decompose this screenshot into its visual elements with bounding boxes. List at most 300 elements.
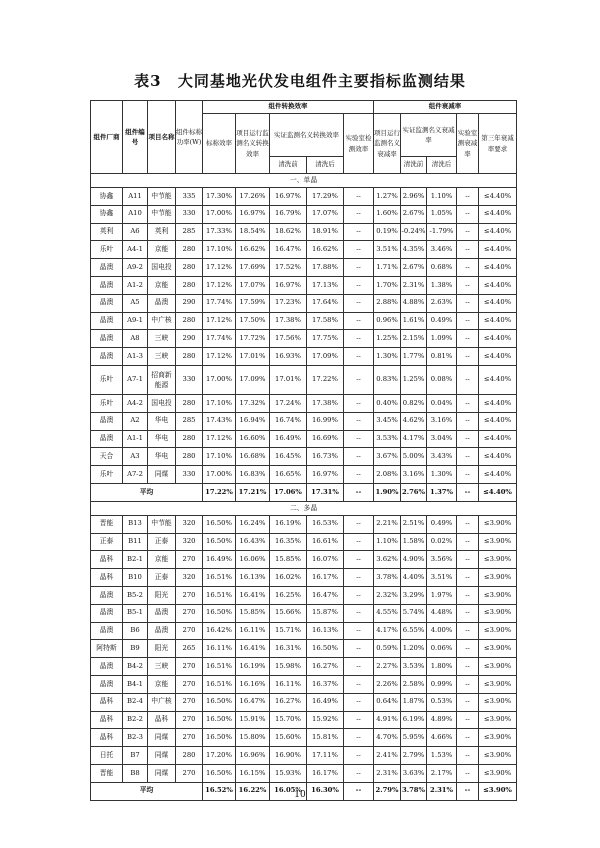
table-cell: 17.10%	[203, 448, 236, 466]
table-title	[0, 70, 600, 91]
table-row	[91, 764, 517, 782]
table-cell: --	[457, 551, 479, 569]
table-cell: 0.99%	[427, 675, 457, 693]
table-cell: 16.47%	[236, 693, 270, 711]
table-cell: A6	[123, 223, 148, 241]
table-cell: 270	[176, 675, 203, 693]
table-cell: 16.43%	[236, 533, 270, 551]
table-cell: 15.93%	[270, 764, 307, 782]
table-cell: 三峡	[148, 330, 176, 348]
table-cell: 270	[176, 711, 203, 729]
table-cell: 16.19%	[236, 658, 270, 676]
table-row	[91, 604, 517, 622]
header-code: 组件编号	[123, 101, 148, 174]
table-row	[91, 430, 517, 448]
table-cell: 17.33%	[203, 223, 236, 241]
table-cell: 16.62%	[236, 241, 270, 259]
table-cell: 2.27%	[374, 658, 401, 676]
table-cell: 晶澳	[148, 294, 176, 312]
table-cell: 17.22%	[307, 365, 344, 394]
table-cell: 晶科	[91, 693, 123, 711]
table-cell: 晶澳	[91, 276, 123, 294]
table-cell: 0.64%	[374, 693, 401, 711]
table-cell: 同煤	[148, 466, 176, 484]
average-cell: 17.21%	[236, 483, 270, 501]
table-cell: 16.41%	[236, 640, 270, 658]
table-cell: 2.41%	[374, 747, 401, 765]
table-cell: 270	[176, 622, 203, 640]
table-row	[91, 658, 517, 676]
table-cell: 17.12%	[203, 430, 236, 448]
table-cell: 4.48%	[427, 604, 457, 622]
table-cell: B10	[123, 569, 148, 587]
table-cell: 17.69%	[236, 259, 270, 277]
table-cell: 1.10%	[374, 533, 401, 551]
table-cell: 17.56%	[270, 330, 307, 348]
table-cell: 晶科	[91, 569, 123, 587]
table-cell: 16.49%	[203, 551, 236, 569]
table-cell: B5-1	[123, 604, 148, 622]
average-cell: 16.52%	[203, 782, 236, 800]
table-cell: ≤3.90%	[479, 729, 517, 747]
table-cell: 15.66%	[270, 604, 307, 622]
table-cell: 17.74%	[203, 294, 236, 312]
table-cell: --	[457, 711, 479, 729]
table-cell: 16.27%	[270, 693, 307, 711]
table-cell: 乐叶	[91, 394, 123, 412]
table-cell: 4.88%	[401, 294, 427, 312]
table-cell: 16.51%	[203, 658, 236, 676]
average-cell: 1.37%	[427, 483, 457, 501]
table-cell: --	[457, 276, 479, 294]
table-cell: 1.05%	[427, 205, 457, 223]
table-cell: 15.70%	[270, 711, 307, 729]
table-cell: 17.13%	[307, 276, 344, 294]
table-cell: 0.81%	[427, 348, 457, 366]
table-cell: 17.72%	[236, 330, 270, 348]
table-cell: 285	[176, 223, 203, 241]
table-cell: --	[457, 448, 479, 466]
table-cell: 京能	[148, 276, 176, 294]
table-cell: --	[457, 515, 479, 533]
table-cell: 4.89%	[427, 711, 457, 729]
table-cell: 晶澳	[91, 312, 123, 330]
table-cell: 协鑫	[91, 188, 123, 206]
table-cell: 15.85%	[270, 551, 307, 569]
table-row	[91, 622, 517, 640]
table-cell: 1.70%	[374, 276, 401, 294]
table-cell: A11	[123, 188, 148, 206]
table-cell: 16.50%	[203, 515, 236, 533]
table-header	[91, 101, 517, 174]
table-cell: 正泰	[148, 569, 176, 587]
table-cell: 1.30%	[374, 348, 401, 366]
average-cell: 16.30%	[307, 782, 344, 800]
table-cell: A1-1	[123, 430, 148, 448]
table-cell: 晶澳	[148, 604, 176, 622]
table-cell: 乐叶	[91, 365, 123, 394]
table-cell: 17.64%	[307, 294, 344, 312]
table-cell: A10	[123, 205, 148, 223]
table-cell: 16.47%	[270, 241, 307, 259]
table-cell: 17.20%	[203, 747, 236, 765]
section-row	[91, 501, 517, 515]
table-row	[91, 276, 517, 294]
table-row	[91, 312, 517, 330]
table-cell: ≤4.40%	[479, 412, 517, 430]
table-cell: 3.63%	[401, 764, 427, 782]
table-cell: --	[457, 348, 479, 366]
table-cell: 16.49%	[307, 693, 344, 711]
table-cell: 17.09%	[236, 365, 270, 394]
table-cell: 京能	[148, 241, 176, 259]
average-cell: 2.76%	[401, 483, 427, 501]
table-cell: 4.17%	[374, 622, 401, 640]
average-cell: ≤3.90%	[479, 782, 517, 800]
table-cell: 17.29%	[307, 188, 344, 206]
table-cell: 330	[176, 365, 203, 394]
table-cell: 17.12%	[203, 348, 236, 366]
table-cell: 280	[176, 276, 203, 294]
table-cell: 17.12%	[203, 312, 236, 330]
table-cell: A3	[123, 448, 148, 466]
table-cell: 晶澳	[91, 604, 123, 622]
table-cell: --	[457, 569, 479, 587]
table-cell: --	[457, 205, 479, 223]
table-cell: 2.32%	[374, 586, 401, 604]
table-cell: 280	[176, 430, 203, 448]
table-cell: 3.29%	[401, 586, 427, 604]
table-cell: 17.52%	[270, 259, 307, 277]
table-cell: 乐叶	[91, 241, 123, 259]
table-cell: 2.26%	[374, 675, 401, 693]
table-cell: 16.50%	[203, 533, 236, 551]
table-cell: -0.24%	[401, 223, 427, 241]
table-cell: 16.24%	[236, 515, 270, 533]
table-cell: 国电投	[148, 394, 176, 412]
table-cell: 6.19%	[401, 711, 427, 729]
table-cell: --	[344, 466, 374, 484]
average-cell: 17.31%	[307, 483, 344, 501]
table-cell: 4.91%	[374, 711, 401, 729]
table-cell: 270	[176, 764, 203, 782]
table-cell: 阳光	[148, 586, 176, 604]
table-cell: B13	[123, 515, 148, 533]
table-cell: 2.67%	[401, 259, 427, 277]
table-cell: 18.91%	[307, 223, 344, 241]
table-cell: 2.17%	[427, 764, 457, 782]
table-cell: 3.62%	[374, 551, 401, 569]
table-cell: 16.19%	[270, 515, 307, 533]
table-cell: 1.97%	[427, 586, 457, 604]
table-cell: A4-1	[123, 241, 148, 259]
table-cell: --	[344, 223, 374, 241]
table-cell: B5-2	[123, 586, 148, 604]
table-cell: 晶科	[91, 729, 123, 747]
table-cell: B8	[123, 764, 148, 782]
table-cell: 1.87%	[401, 693, 427, 711]
header-project-deg: 项目运行监测名义衰减率	[374, 114, 401, 174]
table-cell: ≤3.90%	[479, 551, 517, 569]
table-cell: 280	[176, 448, 203, 466]
table-cell: 4.55%	[374, 604, 401, 622]
table-cell: --	[457, 658, 479, 676]
table-cell: 英利	[148, 223, 176, 241]
table-cell: 16.47%	[307, 586, 344, 604]
table-cell: --	[344, 312, 374, 330]
table-row	[91, 515, 517, 533]
table-cell: 同煤	[148, 729, 176, 747]
table-cell: 华电	[148, 430, 176, 448]
table-row	[91, 640, 517, 658]
table-cell: 0.83%	[374, 365, 401, 394]
table-cell: 1.25%	[401, 365, 427, 394]
table-cell: 16.42%	[203, 622, 236, 640]
table-cell: 16.27%	[307, 658, 344, 676]
table-cell: 16.61%	[307, 533, 344, 551]
table-cell: 国电投	[148, 259, 176, 277]
table-cell: 晶澳	[91, 622, 123, 640]
table-cell: 3.16%	[401, 466, 427, 484]
table-cell: 17.58%	[307, 312, 344, 330]
table-cell: ≤3.90%	[479, 675, 517, 693]
table-row	[91, 586, 517, 604]
table-cell: 16.11%	[203, 640, 236, 658]
header-manufacturer: 组件厂商	[91, 101, 123, 174]
table-cell: 16.94%	[236, 412, 270, 430]
header-deg-after-clean: 清洗后	[427, 157, 457, 174]
table-cell: 16.50%	[203, 693, 236, 711]
average-label: 平均	[91, 483, 203, 501]
table-cell: B2-1	[123, 551, 148, 569]
table-cell: ≤4.40%	[479, 223, 517, 241]
table-cell: ≤3.90%	[479, 533, 517, 551]
table-row	[91, 259, 517, 277]
table-cell: 2.63%	[427, 294, 457, 312]
table-cell: 2.51%	[401, 515, 427, 533]
table-cell: 华电	[148, 412, 176, 430]
table-cell: 乐叶	[91, 466, 123, 484]
table-cell: 270	[176, 586, 203, 604]
table-cell: ≤3.90%	[479, 658, 517, 676]
table-cell: 6.55%	[401, 622, 427, 640]
table-cell: 16.53%	[307, 515, 344, 533]
table-cell: 2.96%	[401, 188, 427, 206]
table-cell: ≤4.40%	[479, 348, 517, 366]
table-cell: ≤3.90%	[479, 569, 517, 587]
table-cell: 京能	[148, 675, 176, 693]
table-cell: 320	[176, 533, 203, 551]
table-cell: ≤4.40%	[479, 448, 517, 466]
header-efficiency-group: 组件转换效率	[203, 101, 374, 114]
table-cell: 京能	[148, 551, 176, 569]
table-cell: --	[457, 604, 479, 622]
table-cell: 0.68%	[427, 259, 457, 277]
table-cell: 16.65%	[270, 466, 307, 484]
table-cell: 2.79%	[401, 747, 427, 765]
table-cell: ≤3.90%	[479, 747, 517, 765]
table-row	[91, 747, 517, 765]
table-cell: A7-1	[123, 365, 148, 394]
table-cell: 三峡	[148, 348, 176, 366]
table-cell: --	[344, 330, 374, 348]
table-row	[91, 348, 517, 366]
table-cell: ≤3.90%	[479, 604, 517, 622]
table-cell: 16.97%	[270, 276, 307, 294]
table-cell: 2.58%	[401, 675, 427, 693]
table-cell: 晶澳	[91, 658, 123, 676]
average-cell: 16.05%	[270, 782, 307, 800]
average-cell: 17.22%	[203, 483, 236, 501]
table-cell: 0.82%	[401, 394, 427, 412]
table-cell: 17.00%	[203, 205, 236, 223]
table-cell: B2-3	[123, 729, 148, 747]
table-cell: 1.20%	[401, 640, 427, 658]
table-cell: --	[457, 294, 479, 312]
table-cell: 3.78%	[374, 569, 401, 587]
table-cell: 17.38%	[270, 312, 307, 330]
table-cell: --	[344, 348, 374, 366]
table-row	[91, 205, 517, 223]
table-cell: 1.80%	[427, 658, 457, 676]
table-cell: --	[344, 294, 374, 312]
table-cell: 0.49%	[427, 515, 457, 533]
table-cell: A7-2	[123, 466, 148, 484]
table-cell: 16.16%	[236, 675, 270, 693]
table-cell: 16.51%	[203, 675, 236, 693]
table-cell: 280	[176, 312, 203, 330]
table-cell: 3.04%	[427, 430, 457, 448]
table-row	[91, 675, 517, 693]
table-cell: 15.81%	[307, 729, 344, 747]
table-cell: 4.90%	[401, 551, 427, 569]
header-rated-power: 组件标称功率(W)	[176, 101, 203, 174]
section-label: 一、单晶	[91, 174, 517, 188]
table-cell: 三峡	[148, 658, 176, 676]
table-cell: --	[344, 693, 374, 711]
table-cell: 中节能	[148, 188, 176, 206]
table-cell: 1.09%	[427, 330, 457, 348]
table-cell: 1.10%	[427, 188, 457, 206]
table-cell: 1.77%	[401, 348, 427, 366]
table-cell: --	[344, 640, 374, 658]
table-cell: 16.96%	[236, 747, 270, 765]
table-cell: 2.31%	[401, 276, 427, 294]
table-cell: 正泰	[148, 533, 176, 551]
table-cell: ≤3.90%	[479, 586, 517, 604]
table-cell: --	[344, 551, 374, 569]
table-cell: --	[457, 466, 479, 484]
table-cell: 17.10%	[203, 394, 236, 412]
table-cell: 0.49%	[427, 312, 457, 330]
table-cell: 16.51%	[203, 569, 236, 587]
table-cell: B2-2	[123, 711, 148, 729]
table-cell: A8	[123, 330, 148, 348]
table-cell: 3.51%	[374, 241, 401, 259]
table-cell: 17.30%	[203, 188, 236, 206]
average-row	[91, 483, 517, 501]
table-cell: --	[344, 604, 374, 622]
header-nominal-eff: 标称效率	[203, 114, 236, 174]
table-cell: --	[457, 412, 479, 430]
table-cell: 17.59%	[236, 294, 270, 312]
header-deg-before-clean: 清洗前	[401, 157, 427, 174]
average-cell: 2.79%	[374, 782, 401, 800]
table-cell: A1-2	[123, 276, 148, 294]
table-cell: 3.43%	[427, 448, 457, 466]
table-cell: 16.93%	[270, 348, 307, 366]
table-cell: 中节能	[148, 515, 176, 533]
table-cell: 17.00%	[203, 466, 236, 484]
page-number: 10	[294, 790, 306, 800]
table-cell: 中广核	[148, 693, 176, 711]
table-cell: 17.12%	[203, 259, 236, 277]
table-cell: 晶澳	[148, 622, 176, 640]
table-cell: 16.50%	[203, 604, 236, 622]
table-cell: 17.24%	[270, 394, 307, 412]
table-cell: 0.59%	[374, 640, 401, 658]
table-cell: 16.13%	[307, 622, 344, 640]
table-cell: --	[457, 586, 479, 604]
table-cell: 3.53%	[374, 430, 401, 448]
table-cell: 15.71%	[270, 622, 307, 640]
table-cell: 晶澳	[91, 586, 123, 604]
table-cell: 17.07%	[236, 276, 270, 294]
table-cell: 320	[176, 515, 203, 533]
table-cell: 15.80%	[236, 729, 270, 747]
header-cert-deg: 实证监测名义衰减率	[401, 114, 457, 157]
table-cell: B7	[123, 747, 148, 765]
table-row	[91, 448, 517, 466]
header-third-year: 第三年衰减率要求	[479, 114, 517, 174]
table-cell: ≤4.40%	[479, 241, 517, 259]
table-cell: ≤4.40%	[479, 430, 517, 448]
table-cell: --	[344, 675, 374, 693]
table-cell: 3.45%	[374, 412, 401, 430]
average-cell: --	[344, 782, 374, 800]
table-cell: --	[344, 764, 374, 782]
table-cell: 17.43%	[203, 412, 236, 430]
table-cell: 17.26%	[236, 188, 270, 206]
table-cell: --	[457, 747, 479, 765]
table-cell: --	[457, 729, 479, 747]
table-cell: 晶澳	[91, 259, 123, 277]
table-cell: 4.00%	[427, 622, 457, 640]
table-cell: B4-2	[123, 658, 148, 676]
table-cell: 晶科	[91, 711, 123, 729]
table-cell: 15.85%	[236, 604, 270, 622]
table-cell: 天合	[91, 448, 123, 466]
table-cell: 280	[176, 241, 203, 259]
table-cell: 阿特斯	[91, 640, 123, 658]
table-cell: 285	[176, 412, 203, 430]
table-cell: 0.19%	[374, 223, 401, 241]
average-cell: --	[344, 483, 374, 501]
table-cell: 16.37%	[307, 675, 344, 693]
table-cell: 1.27%	[374, 188, 401, 206]
table-cell: 17.12%	[203, 276, 236, 294]
table-cell: 17.88%	[307, 259, 344, 277]
table-cell: 270	[176, 693, 203, 711]
table-cell: A5	[123, 294, 148, 312]
average-cell: 1.90%	[374, 483, 401, 501]
table-cell: 1.58%	[401, 533, 427, 551]
table-cell: 290	[176, 330, 203, 348]
table-cell: 16.51%	[203, 586, 236, 604]
table-cell: --	[344, 394, 374, 412]
average-cell: 2.31%	[427, 782, 457, 800]
table-cell: 16.68%	[236, 448, 270, 466]
